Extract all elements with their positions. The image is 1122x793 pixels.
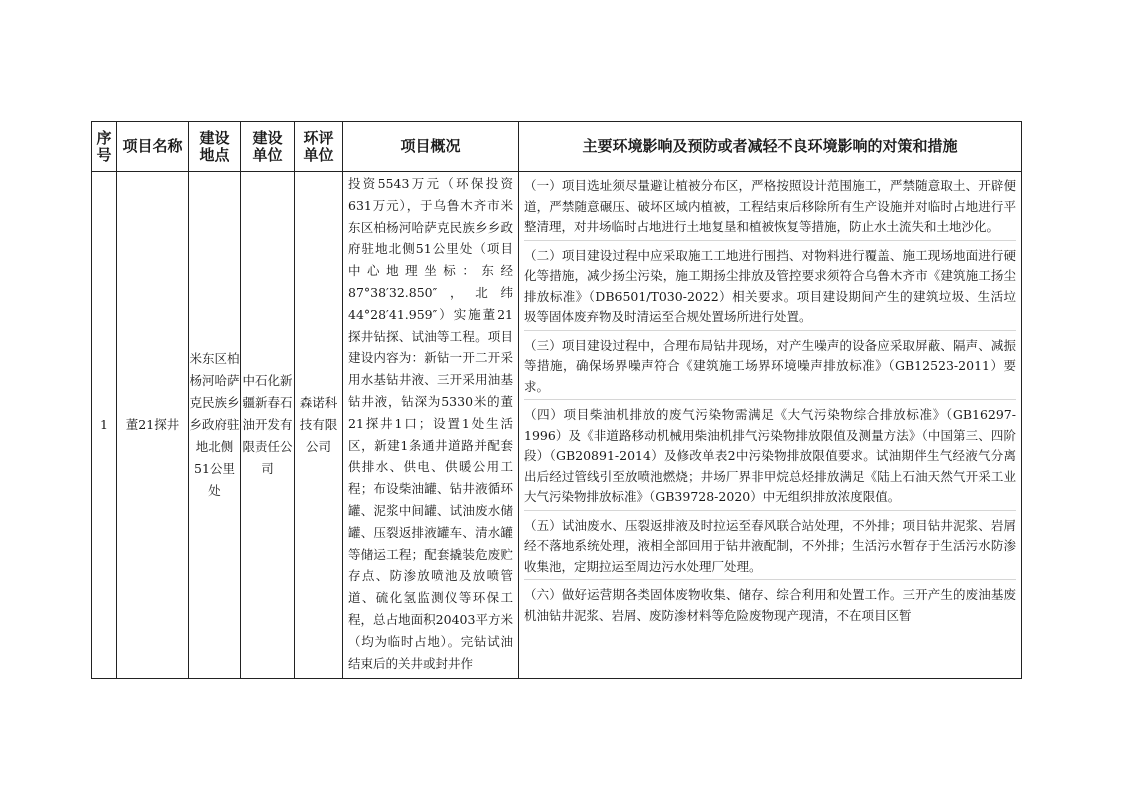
measure-item-4: （四）项目柴油机排放的废气污染物需满足《大气污染物综合排放标准》（GB16297-1996）及《非道路移动机械用柴油机排气污染物排放限值及测量方法》（中国第三、四阶段）（GB20891-2014）及修改单表2中污染物排放限值要求。试油期伴生气经液气分离出后经过管线引至放喷池燃烧；井场厂界非甲烷总烃排放满足《陆上石油天然气开采工业大气污染物排放标准》（GB39728-2020）中无组织排放浓度限值。 [524, 405, 1016, 511]
row-measures [519, 172, 1021, 678]
row-measures-cell [519, 172, 1022, 679]
header-project-name: 项目名称 [117, 122, 189, 172]
row-location: 米东区柏杨河哈萨克民族乡乡政府驻地北侧51公里处 [189, 172, 241, 679]
header-location: 建设地点 [189, 122, 241, 172]
measure-item-1: （一）项目选址须尽量避让植被分布区，严格按照设计范围施工，严禁随意取土、开辟便道，严禁随意碾压、破坏区域内植被，工程结束后移除所有生产设施并对临时占地进行平整清理，对井场临时占地进行土地复垦和植被恢复等措施，防止水土流失和土地沙化。 [524, 176, 1016, 241]
measure-item-5: （五）试油废水、压裂返排液及时拉运至春风联合站处理，不外排；项目钻井泥浆、岩屑经不落地系统处理，液相全部回用于钻井液配制，不外排；生活污水暂存于生活污水防渗收集池，定期拉运至周边污水处理厂处理。 [524, 516, 1016, 581]
header-eia-unit: 环评单位 [295, 122, 343, 172]
header-measures: 主要环境影响及预防或者减轻不良环境影响的对策和措施 [519, 122, 1022, 172]
measure-item-6: （六）做好运营期各类固体废物收集、储存、综合利用和处置工作。三开产生的废油基废机油钻井泥浆、岩屑、废防渗材料等危险废物现产现清，不在项目区暂 [524, 587, 1016, 623]
row-no: 1 [92, 172, 117, 679]
measure-item-3: （三）项目建设过程中，合理布局钻井现场，对产生噪声的设备应采取屏蔽、隔声、减振等措施，确保场界噪声符合《建筑施工场界环境噪声排放标准》（GB12523-2011）要求。 [524, 336, 1016, 401]
project-table [91, 121, 1022, 679]
row-builder: 中石化新疆新春石油开发有限责任公司 [241, 172, 295, 679]
measure-item-2: （二）项目建设过程中应采取施工工地进行围挡、对物料进行覆盖、施工现场地面进行硬化等措施，减少扬尘污染，施工期扬尘排放及管控要求须符合乌鲁木齐市《建筑施工扬尘排放标准》（DB6501/T030-2022）相关要求。项目建设期间产生的建筑垃圾、生活垃圾等固体废弃物及时清运至合规处置场所进行处置。 [524, 246, 1016, 331]
row-overview-cell [343, 172, 519, 679]
row-overview: 投资5543万元（环保投资631万元），于乌鲁木齐市米东区柏杨河哈萨克民族乡乡政府驻地北侧51公里处（项目中心地理坐标：东经87°38′32.850″，北纬44°28′41.959″）实施董21探井钻探、试油等工程。项目建设内容为：新钻一开二开采用水基钻井液、三开采用油基钻井液，钻深为5330米的董21探井1口；设置1处生活区，新建1条通井道路并配套供排水、供电、供暖公用工程；布设柴油罐、钻井液循环罐、泥浆中间罐、试油废水储罐、压裂返排液罐车、清水罐等储运工程；配套撬装危废贮存点、防渗放喷池及放喷管道、硫化氢监测仪等环保工程，总占地面积20403平方米（均为临时占地）。完钻试油结束后的关井或封井作 [348, 176, 513, 671]
header-builder: 建设单位 [241, 122, 295, 172]
row-eia-unit: 森诺科技有限公司 [295, 172, 343, 679]
table-row [92, 172, 1022, 679]
header-no: 序号 [92, 122, 117, 172]
row-project-name: 董21探井 [117, 172, 189, 679]
table-header-row [92, 122, 1022, 172]
header-overview: 项目概况 [343, 122, 519, 172]
